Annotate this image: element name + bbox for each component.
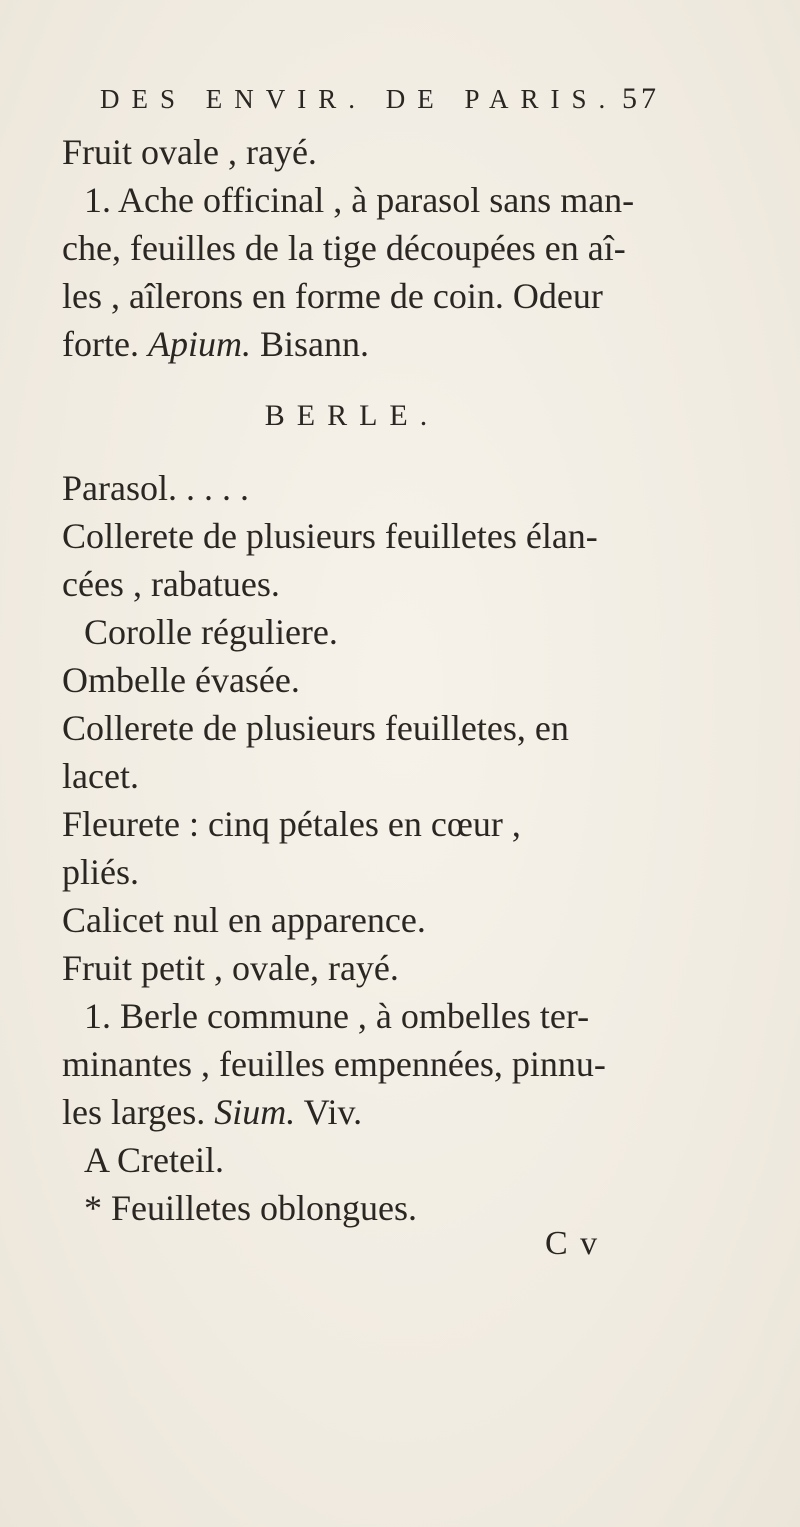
text-line <box>62 320 712 368</box>
body-text <box>62 128 712 1232</box>
text-line: minantes , feuilles empennées, pinnu- <box>62 1044 606 1084</box>
text-line: 1. Berle commune , à ombelles ter- <box>84 996 590 1036</box>
text-line: Calicet nul en apparence. <box>62 900 426 940</box>
text-line: Fleurete : cinq pétales en cœur , <box>62 804 521 844</box>
text-line: lacet. <box>62 756 139 796</box>
text-line: Collerete de plusieurs feuilletes élan- <box>62 516 598 556</box>
text-line <box>62 1088 712 1136</box>
text-line: che, feuilles de la tige découpées en aî- <box>62 228 626 268</box>
latin-name: Sium. <box>214 1092 296 1132</box>
text-line: A Creteil. <box>84 1140 224 1180</box>
text-line: Parasol. . . . . <box>62 468 249 508</box>
text-line: Collerete de plusieurs feuilletes, en <box>62 708 569 748</box>
footnote-line: * Feuilletes oblongues. <box>84 1188 417 1228</box>
author-abbrev: Bisann. <box>259 324 369 364</box>
text-word: Viv. <box>303 1092 363 1132</box>
text-word: les larges. <box>62 1092 206 1132</box>
page-number: 57 <box>622 82 660 115</box>
text-word: forte. <box>62 324 139 364</box>
text-line: cées , rabatues. <box>62 564 280 604</box>
running-head <box>100 80 660 120</box>
section-heading: BERLE. <box>264 399 440 432</box>
text-line: pliés. <box>62 852 139 892</box>
text-line: les , aîlerons en forme de coin. Odeur <box>62 276 603 316</box>
text-line: Corolle réguliere. <box>84 612 338 652</box>
text-line: Ombelle évasée. <box>62 660 300 700</box>
text-line: 1. Ache officinal , à parasol sans man- <box>84 180 635 220</box>
running-title: DES ENVIR. DE PARIS. <box>100 84 618 114</box>
latin-name: Apium. <box>147 324 251 364</box>
text-line: Fruit ovale , rayé. <box>62 132 317 172</box>
signature-mark: C v <box>545 1225 600 1262</box>
text-line: Fruit petit , ovale, rayé. <box>62 948 399 988</box>
